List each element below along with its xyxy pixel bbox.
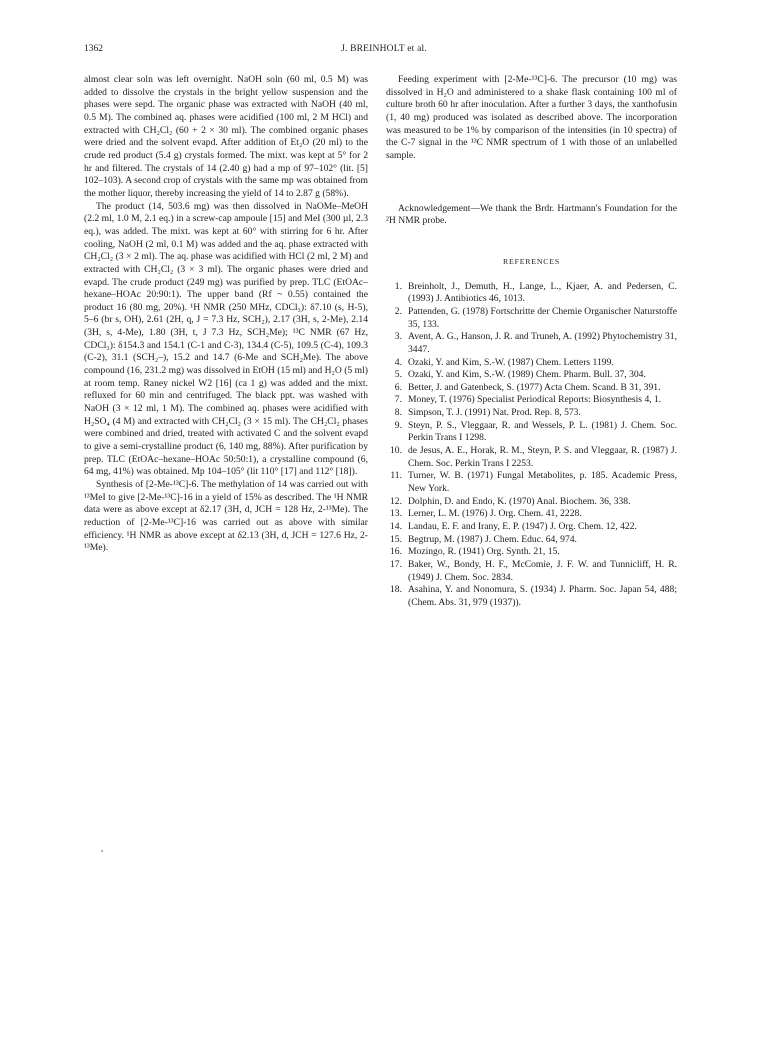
reference-item: [386, 407, 677, 420]
reference-item: [386, 559, 677, 584]
left-column: [84, 74, 368, 555]
reference-item: [386, 357, 677, 370]
reference-text: Avent, A. G., Hanson, J. R. and Truneh, A. (1992) Phytochemistry 31, 3447.: [408, 331, 677, 355]
reference-number: 13.: [390, 508, 402, 520]
reference-number: 6.: [394, 381, 402, 393]
reference-number: 5.: [394, 369, 402, 381]
references-list: [386, 281, 677, 610]
reference-item: [386, 521, 677, 534]
reference-item: [386, 382, 677, 395]
reference-number: 9.: [394, 419, 402, 431]
reference-item: [386, 420, 677, 445]
reference-item: [386, 584, 677, 609]
reference-text: Landau, E. F. and Irany, E. P. (1947) J. Org. Chem. 12, 422.: [408, 521, 637, 533]
reference-number: 3.: [394, 331, 402, 343]
reference-item: [386, 281, 677, 306]
reference-text: Dolphin, D. and Endo, K. (1970) Anal. Biochem. 36, 338.: [408, 495, 631, 507]
reference-number: 2.: [394, 305, 402, 317]
scan-speck: [101, 850, 103, 852]
reference-number: 4.: [394, 356, 402, 368]
reference-item: [386, 496, 677, 509]
reference-number: 14.: [390, 521, 402, 533]
reference-text: Begtrup, M. (1987) J. Chem. Educ. 64, 974.: [408, 533, 577, 545]
reference-text: de Jesus, A. E., Horak, R. M., Steyn, P. S. and Vleggaar, R. (1987) J. Chem. Soc. Perkin Trans I 2253.: [408, 445, 677, 469]
reference-text: Breinholt, J., Demuth, H., Lange, L., Kjaer, A. and Pedersen, C. (1993) J. Antibiotics 46, 1013.: [408, 280, 677, 305]
reference-item: [386, 546, 677, 559]
reference-item: [386, 470, 677, 495]
reference-number: 7.: [394, 394, 402, 406]
paragraph-workup: almost clear soln was left overnight. NaOH soln (60 ml, 0.5 M) was added to dissolve the crystals in the bright yellow suspension and the phases were sepd. The organic phase was extracted with NaOH (40 ml, 0.5 M). The combined aq. phases were acidified (100 ml, 2 M HCl) and extracted with CH₂Cl₂ (60 + 2 × 30 ml). The combined organic phases were dried and the solvent evapd. After addition of Et₂O (20 ml) to the crude red product (5.4 g) crystals formed. The mixt. was kept at 5° for 2 hr and filtered. The crystals of 14 (2.40 g) had a mp of 97–102° (lit. [5] 102–103). A second crop of crystals with the same mp was obtained from the mother liquor, thereby increasing the yield of 14 to 2.87 g (58%).: [84, 74, 368, 199]
reference-item: [386, 331, 677, 356]
reference-text: Mozingo, R. (1941) Org. Synth. 21, 15.: [408, 546, 560, 558]
reference-number: 15.: [390, 533, 402, 545]
reference-text: Asahina, Y. and Nonomura, S. (1934) J. Pharm. Soc. Japan 54, 488; (Chem. Abs. 31, 979 (1937)).: [408, 584, 677, 608]
reference-item: [386, 306, 677, 331]
reference-text: Turner, W. B. (1971) Fungal Metabolites, p. 185. Academic Press, New York.: [408, 470, 677, 495]
page-header: [84, 44, 684, 58]
reference-number: 10.: [390, 445, 402, 457]
paragraph-synthesis-labelled: Synthesis of [2-Me-¹³C]-6. The methylation of 14 was carried out with ¹³MeI to give [2-Me-¹³C]-16 in a yield of 15% as described. The ¹H NMR data were as above except at δ2.17 (3H, d, JCH = 128 Hz, 2-¹³Me). The reduction of [2-Me-¹³C]-16 was carried out as above with similar efficiency. ¹H NMR as above except at δ2.13 (3H, d, JCH = 127.6 Hz, 2-¹³Me).: [84, 479, 368, 554]
paragraph-feeding-experiment: Feeding experiment with [2-Me-¹³C]-6. The precursor (10 mg) was dissolved in H₂O and administered to a shake flask containing 100 ml of culture broth 60 hr after inoculation. After a further 3 days, the xanthofusin (1, 40 mg) produced was isolated as described above. The incorporation was measured to be 1% by comparison of the intensities (in 10 spectra) of the C-7 signal in the ¹³C NMR spectrum of 1 with those of an unlabelled sample.: [386, 74, 677, 161]
reference-text: Steyn, P. S., Vleggaar, R. and Wessels, P. L. (1981) J. Chem. Soc. Perkin Trans I 1298.: [408, 419, 677, 444]
reference-item: [386, 369, 677, 382]
reference-item: [386, 394, 677, 407]
reference-item: [386, 508, 677, 521]
reference-text: Ozaki, Y. and Kim, S.-W. (1989) Chem. Pharm. Bull. 37, 304.: [408, 369, 646, 381]
paragraph-methylation: The product (14, 503.6 mg) was then dissolved in NaOMe–MeOH (2.2 ml, 1.0 M, 2.1 eq.) in a screw-cap ampoule [15] and MeI (300 µl, 2.3 eq.), was added. The mixt. was kept at 60° with stirring for 6 hr. After cooling, NaOH (2 ml, 0.1 M) was added and the aq. phase extracted with CH₂Cl₂ (3 × 2 ml). The aq. phase was acidified with HCl (2 ml, 2 M) and extracted with CH₂Cl₂ (3 × 3 ml). The organic phases were dried and evapd. The crude product (249 mg) was purified by prep. TLC (EtOAc–hexane–HOAc 20:90:1). The upper band (Rf ~ 0.55) contained the product 16 (80 mg, 20%). ¹H NMR (250 MHz, CDCl₃): δ7.10 (s, H-5), 5–6 (br s, OH), 2.61 (2H, q, J = 7.3 Hz, SCH₂), 2.17 (3H, s, 2-Me), 2.14 (3H, s, 4-Me), 1.80 (3H, t, J 7.3 Hz, SCH₂Me); ¹³C NMR (67 Hz, CDCl₃): δ154.3 and 154.1 (C-1 and C-3), 134.4 (C-5), 109.5 (C-4), 109.3 (C-2), 31.1 (SCH₂–), 15.2 and 14.7 (6-Me and SCH₂Me). The above compound (16, 231.2 mg) was dissolved in EtOH (15 ml) and H₂O (5 ml) at room temp. Raney nickel W2 [16] (ca 1 g) was added and the mixt. refluxed for 60 min and centrifuged. The black ppt. was washed with NaOH (3 × 12 ml, 1 M). The combined aq. phases were acidified with H₂SO₄ (4 M) and extracted with CH₂Cl₂ (3 × 15 ml). The CH₂Cl₂ phases were combined and dried, treated with activated C and the solvent evapd to give a semi-crystalline product (6, 140 mg, 88%). After purification by prep. TLC (EtOAc–hexane–HOAc 50:50:1), a crystalline compound (6, 64 mg, 41%) was obtained. Mp 104–105° (lit 110° [17] and 112° [18]).: [84, 200, 368, 478]
reference-text: Ozaki, Y. and Kim, S.-W. (1987) Chem. Letters 1199.: [408, 356, 614, 368]
reference-number: 18.: [390, 584, 402, 596]
reference-text: Baker, W., Bondy, H. F., McComie, J. F. W. and Tunnicliff, H. R. (1949) J. Chem. Soc. 2834.: [408, 559, 677, 583]
reference-number: 8.: [394, 407, 402, 419]
reference-text: Better, J. and Gatenbeck, S. (1977) Acta Chem. Scand. B 31, 391.: [408, 381, 661, 393]
reference-number: 16.: [390, 546, 402, 558]
reference-text: Lerner, L. M. (1976) J. Org. Chem. 41, 2228.: [408, 508, 582, 520]
reference-text: Money, T. (1976) Specialist Periodical Reports: Biosynthesis 4, 1.: [408, 394, 662, 406]
page-number: 1362: [84, 44, 103, 54]
reference-text: Pattenden, G. (1978) Fortschritte der Chemie Organischer Naturstoffe 35, 133.: [408, 305, 677, 330]
acknowledgement: Acknowledgement—We thank the Brdr. Hartmann's Foundation for the ²H NMR probe.: [386, 202, 677, 227]
reference-number: 1.: [394, 280, 402, 292]
right-column: [386, 74, 677, 610]
reference-number: 17.: [390, 559, 402, 570]
references-heading: REFERENCES: [503, 256, 560, 266]
reference-number: 11.: [390, 470, 402, 482]
reference-text: Simpson, T. J. (1991) Nat. Prod. Rep. 8, 573.: [408, 407, 581, 419]
reference-item: [386, 445, 677, 470]
reference-item: [386, 534, 677, 547]
reference-number: 12.: [390, 495, 402, 507]
running-head: J. BREINHOLT et al.: [341, 44, 427, 54]
